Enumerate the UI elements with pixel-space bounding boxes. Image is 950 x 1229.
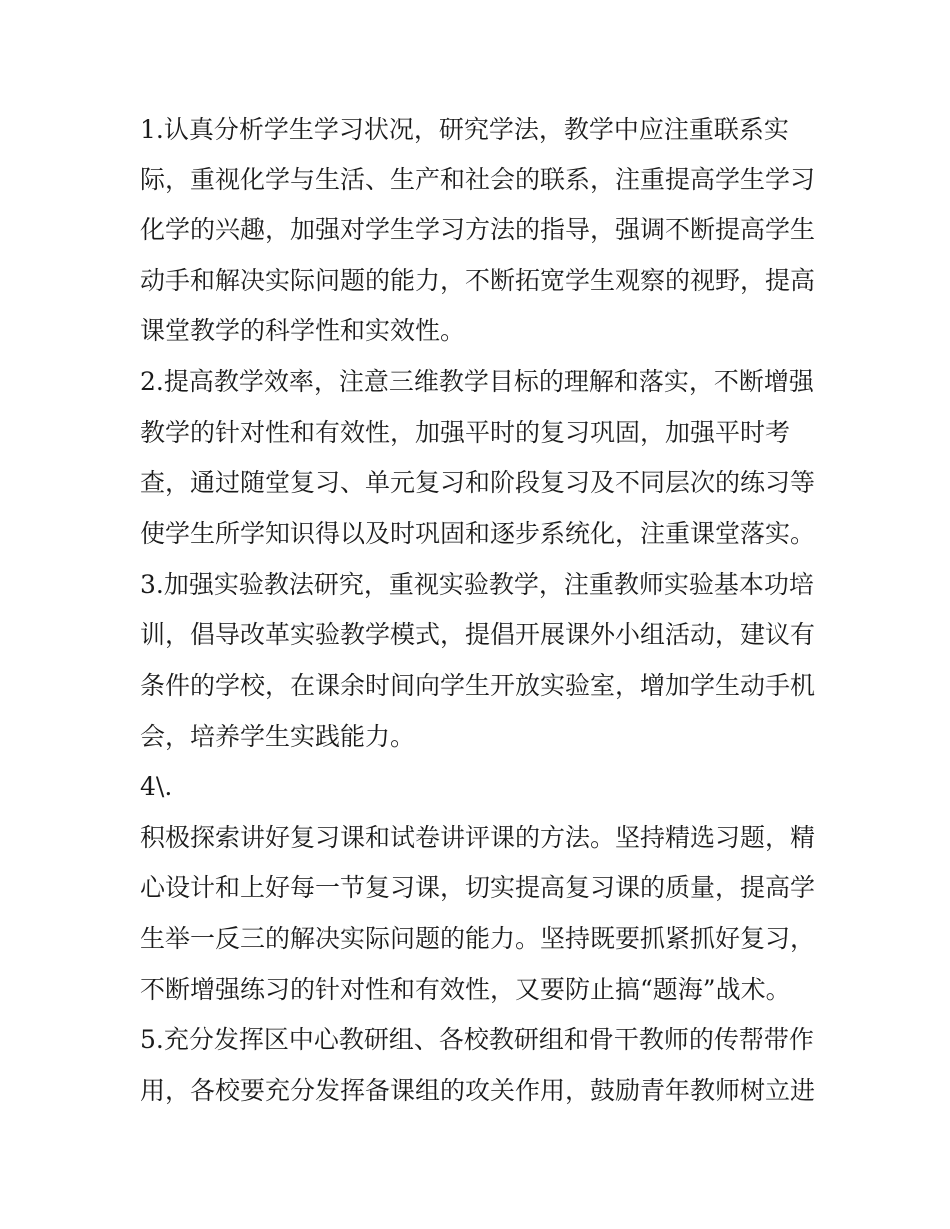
text-line: 不断增强练习的针对性和有效性，又要防止搞“题海”战术。 [140,975,791,1004]
text-line: 5.充分发挥区中心教研组、各校教研组和骨干教师的传帮带作 [140,1025,814,1054]
text-line: 动手和解决实际问题的能力，不断拓宽学生观察的视野，提高 [140,266,816,295]
text-line: 化学的兴趣，加强对学生学习方法的指导，强调不断提高学生 [140,215,816,244]
text-line: 课堂教学的科学性和实效性。 [140,316,466,345]
text-line: 4\. [140,772,173,801]
text-line: 会，培养学生实践能力。 [140,722,416,751]
text-line: 查，通过随堂复习、单元复习和阶段复习及不同层次的练习等 [140,468,816,497]
text-line: 3.加强实验教法研究，重视实验教学，注重教师实验基本功培 [140,570,814,599]
text-line: 2.提高教学效率，注意三维教学目标的理解和落实，不断增强 [140,367,814,396]
text-line: 条件的学校，在课余时间向学生开放实验室，增加学生动手机 [140,671,816,700]
text-line: 际，重视化学与生活、生产和社会的联系，注重提高学生学习 [140,165,816,194]
text-line: 1.认真分析学生学习状况，研究学法，教学中应注重联系实 [140,115,789,144]
text-line: 教学的针对性和有效性，加强平时的复习巩固，加强平时考 [140,418,791,447]
text-line: 心设计和上好每一节复习课，切实提高复习课的质量，提高学 [140,873,816,902]
text-line: 训，倡导改革实验教学模式，提倡开展课外小组活动，建议有 [140,620,816,649]
text-line: 生举一反三的解决实际问题的能力。坚持既要抓紧抓好复习， [140,924,816,953]
text-line: 使学生所学知识得以及时巩固和逐步系统化，注重课堂落实。 [140,519,816,548]
text-line: 用，各校要充分发挥备课组的攻关作用，鼓励青年教师树立进 [140,1076,816,1105]
text-line: 积极探索讲好复习课和试卷讲评课的方法。坚持精选习题，精 [140,823,816,852]
